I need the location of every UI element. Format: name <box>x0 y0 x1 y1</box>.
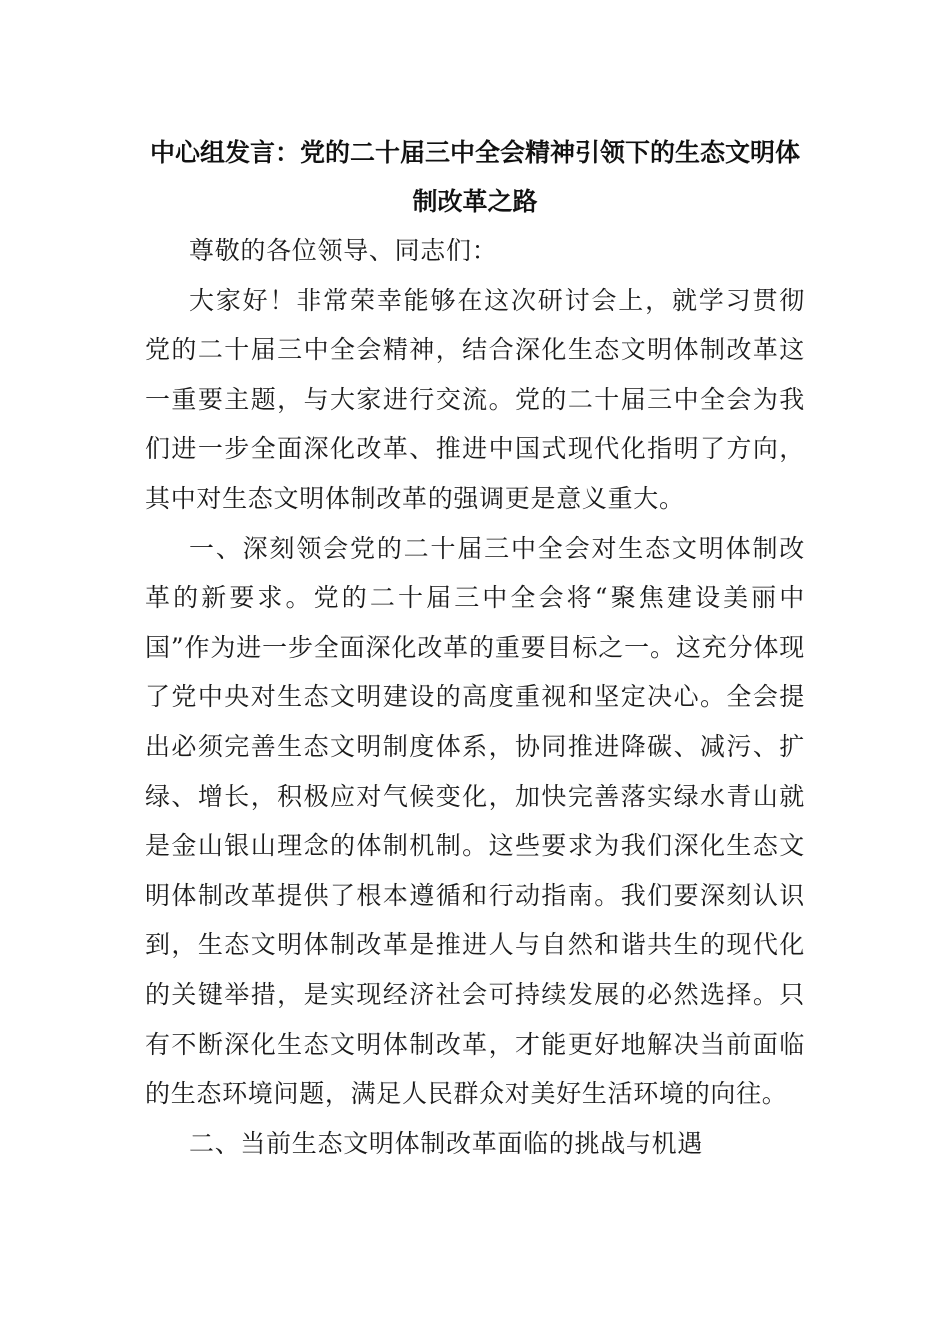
document-body <box>145 226 805 1168</box>
opening-paragraph: 大家好！非常荣幸能够在这次研讨会上，就学习贯彻党的二十届三中全会精神，结合深化生态文明体制改革这一重要主题，与大家进行交流。党的二十届三中全会为我们进一步全面深化改革、推进中国式现代化指明了方向，其中对生态文明体制改革的强调更是意义重大。 <box>145 285 805 513</box>
salutation-paragraph: 尊敬的各位领导、同志们： <box>189 236 498 265</box>
document-title: 中心组发言：党的二十届三中全会精神引领下的生态文明体制改革之路 <box>149 138 800 216</box>
section-one-paragraph: 一、深刻领会党的二十届三中全会对生态文明体制改革的新要求。党的二十届三中全会将“聚焦建设美丽中国”作为进一步全面深化改革的重要目标之一。这充分体现了党中央对生态文明建设的高度重视和坚定决心。全会提出必须完善生态文明制度体系，协同推进降碳、减污、扩绿、增长，积极应对气候变化，加快完善落实绿水青山就是金山银山理念的体制机制。这些要求为我们深化生态文明体制改革提供了根本遵循和行动指南。我们要深刻认识到，生态文明体制改革是推进人与自然和谐共生的现代化的关键举措，是实现经济社会可持续发展的必然选择。只有不断深化生态文明体制改革，才能更好地解决当前面临的生态环境问题，满足人民群众对美好生活环境的向往。 <box>145 533 805 1109</box>
section-two-heading: 二、当前生态文明体制改革面临的挑战与机遇 <box>189 1128 704 1158</box>
